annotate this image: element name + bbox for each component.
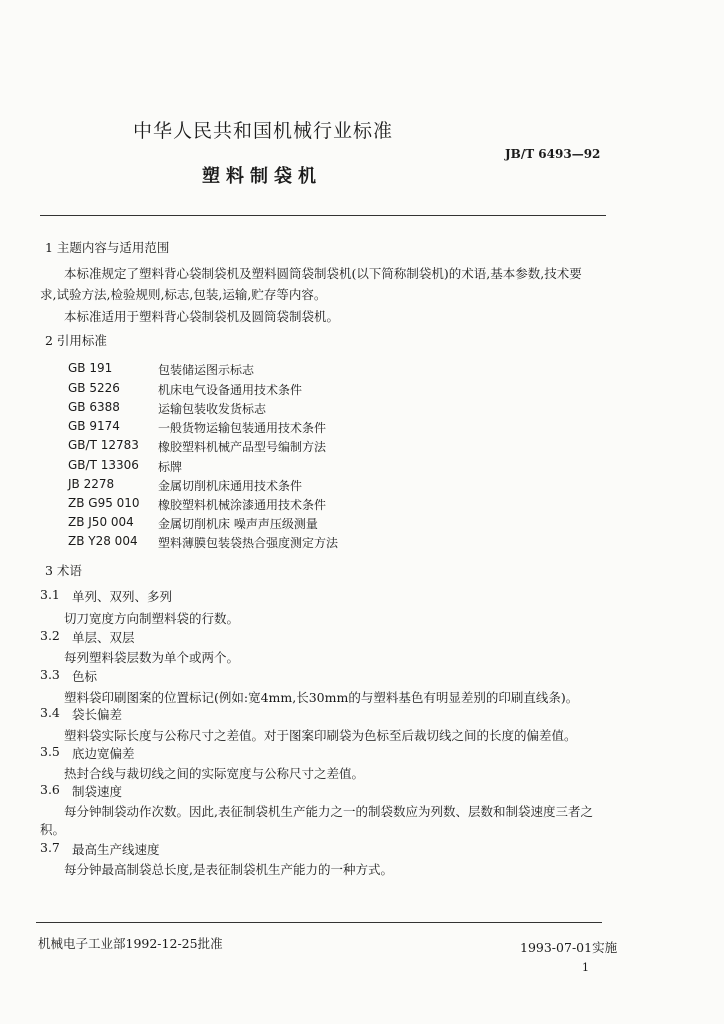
section-1-paragraph-2: 本标准适用于塑料背心袋制袋机及圆筒袋制袋机。: [64, 309, 340, 324]
term-definition: 塑料袋印刷图案的位置标记(例如:宽4mm,长30mm的与塑料基色有明显差别的印刷直线条)。: [64, 690, 579, 705]
reference-code: GB 6388: [68, 400, 120, 414]
standard-code: JB/T 6493—92: [505, 147, 601, 161]
reference-title: 运输包装收发货标志: [158, 402, 267, 416]
term-definition: 每分钟制袋动作次数。因此,表征制袋机生产能力之一的制袋数应为列数、层数和制袋速度三者之: [64, 804, 593, 819]
reference-code: GB 9174: [68, 419, 120, 433]
reference-title: 一般货物运输包装通用技术条件: [158, 421, 327, 435]
reference-title: 橡胶塑料机械产品型号编制方法: [158, 440, 327, 454]
term-definition: 热封合线与裁切线之间的实际宽度与公称尺寸之差值。: [64, 766, 365, 781]
term-number: 3.2: [40, 628, 60, 643]
reference-code: ZB Y28 004: [68, 534, 138, 548]
section-1-paragraph-1-line-1: 本标准规定了塑料背心袋制袋机及塑料圆筒袋制袋机(以下简称制袋机)的术语,基本参数,技术要: [64, 266, 582, 281]
term-definition: 每列塑料袋层数为单个或两个。: [64, 650, 240, 665]
term-name: 最高生产线速度: [72, 842, 160, 857]
reference-code: GB 5226: [68, 381, 120, 395]
term-number: 3.1: [40, 587, 60, 602]
reference-title: 金属切削机床 噪声声压级测量: [158, 517, 318, 531]
term-number: 3.6: [40, 782, 60, 797]
reference-code: GB 191: [68, 361, 113, 375]
reference-title: 包装储运图示标志: [158, 363, 255, 377]
section-2-heading: 2 引用标准: [45, 333, 107, 348]
term-definition: 切刀宽度方向制塑料袋的行数。: [64, 611, 240, 626]
term-number: 3.4: [40, 705, 60, 720]
term-name: 色标: [72, 669, 98, 684]
reference-code: ZB J50 004: [68, 515, 134, 529]
header-divider: [40, 215, 606, 216]
reference-code: GB/T 12783: [68, 438, 139, 452]
reference-title: 标牌: [158, 460, 183, 474]
reference-code: ZB G95 010: [68, 496, 140, 510]
term-definition: 塑料袋实际长度与公称尺寸之差值。对于图案印刷袋为色标至后裁切线之间的长度的偏差值。: [64, 728, 577, 743]
section-1-heading: 1 主题内容与适用范围: [45, 240, 170, 255]
term-number: 3.7: [40, 840, 60, 855]
footer-divider: [36, 922, 602, 923]
implementation-date: 1993-07-01实施: [520, 940, 618, 955]
standard-organization-title: 中华人民共和国机械行业标准: [133, 120, 394, 142]
section-1-paragraph-1-line-2: 求,试验方法,检验规则,标志,包装,运输,贮存等内容。: [40, 287, 327, 302]
reference-title: 机床电气设备通用技术条件: [158, 383, 303, 397]
reference-title: 金属切削机床通用技术条件: [158, 479, 303, 493]
reference-code: JB 2278: [68, 477, 115, 491]
approval-date: 机械电子工业部1992-12-25批准: [38, 936, 223, 951]
term-number: 3.5: [40, 744, 60, 759]
term-name: 单层、双层: [72, 630, 135, 645]
section-3-heading: 3 术语: [45, 563, 82, 578]
reference-code: GB/T 13306: [68, 458, 139, 472]
term-definition: 每分钟最高制袋总长度,是表征制袋机生产能力的一种方式。: [64, 862, 393, 877]
document-title: 塑料制袋机: [202, 166, 322, 187]
term-number: 3.3: [40, 667, 60, 682]
term-name: 制袋速度: [72, 784, 123, 799]
reference-title: 塑料薄膜包装袋热合强度测定方法: [158, 536, 339, 550]
reference-title: 橡胶塑料机械涂漆通用技术条件: [158, 498, 327, 512]
term-name: 袋长偏差: [72, 707, 123, 722]
term-definition-continued: 积。: [40, 822, 66, 837]
term-name: 底边宽偏差: [72, 746, 135, 761]
page-number: 1: [582, 961, 589, 974]
term-name: 单列、双列、多列: [72, 589, 173, 604]
